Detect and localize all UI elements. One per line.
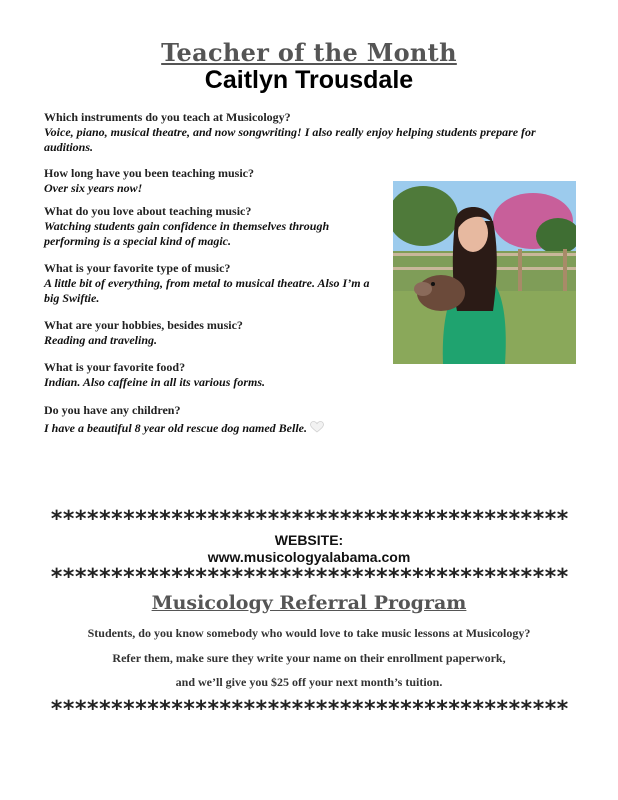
page-title: Teacher of the Month: [161, 38, 457, 67]
white-heart-icon: [310, 421, 324, 433]
qa-item-hobbies: [44, 318, 374, 348]
answer: Reading and traveling.: [44, 333, 158, 347]
question: What is your favorite type of music?: [44, 261, 231, 275]
teacher-with-pig-illustration: [393, 181, 576, 364]
answer: A little bit of everything, from metal to musical theatre. Also I’m a big Swiftie.: [44, 276, 370, 305]
teacher-photo: [393, 181, 576, 364]
qa-item-food: [44, 360, 374, 390]
star-divider-top: *******************************************: [50, 507, 568, 532]
teacher-name: Caitlyn Trousdale: [204, 66, 414, 94]
answer: Voice, piano, musical theatre, and now songwriting! I also really enjoy helping students prepare for auditions.: [44, 125, 536, 154]
qa-item-children: [44, 403, 384, 436]
star-divider-bottom: *******************************************: [50, 697, 568, 722]
question: What are your hobbies, besides music?: [44, 318, 243, 332]
website-label: WEBSITE:: [274, 532, 344, 548]
answer: Watching students gain confidence in themselves through performing is a special kind of magic.: [44, 219, 330, 248]
qa-item-years: [44, 166, 374, 196]
answer-row: [44, 421, 384, 436]
answer: Indian. Also caffeine in all its various forms.: [44, 375, 266, 389]
referral-line-1: Students, do you know somebody who would love to take music lessons at Musicology?: [87, 626, 531, 640]
question: Do you have any children?: [44, 403, 181, 417]
referral-line-3: and we’ll give you $25 off your next month’s tuition.: [175, 675, 443, 689]
star-divider-middle: *******************************************: [50, 565, 568, 590]
qa-item-love: [44, 204, 374, 249]
qa-item-instruments: [44, 110, 544, 155]
qa-item-music: [44, 261, 384, 306]
question: Which instruments do you teach at Musicology?: [44, 110, 291, 124]
question: How long have you been teaching music?: [44, 166, 255, 180]
answer: Over six years now!: [44, 181, 143, 195]
website-link[interactable]: www.musicologyalabama.com: [207, 549, 411, 565]
referral-title: Musicology Referral Program: [151, 592, 467, 614]
question: What do you love about teaching music?: [44, 204, 252, 218]
answer: I have a beautiful 8 year old rescue dog named Belle.: [44, 421, 307, 435]
question: What is your favorite food?: [44, 360, 186, 374]
referral-line-2: Refer them, make sure they write your name on their enrollment paperwork,: [112, 651, 506, 665]
